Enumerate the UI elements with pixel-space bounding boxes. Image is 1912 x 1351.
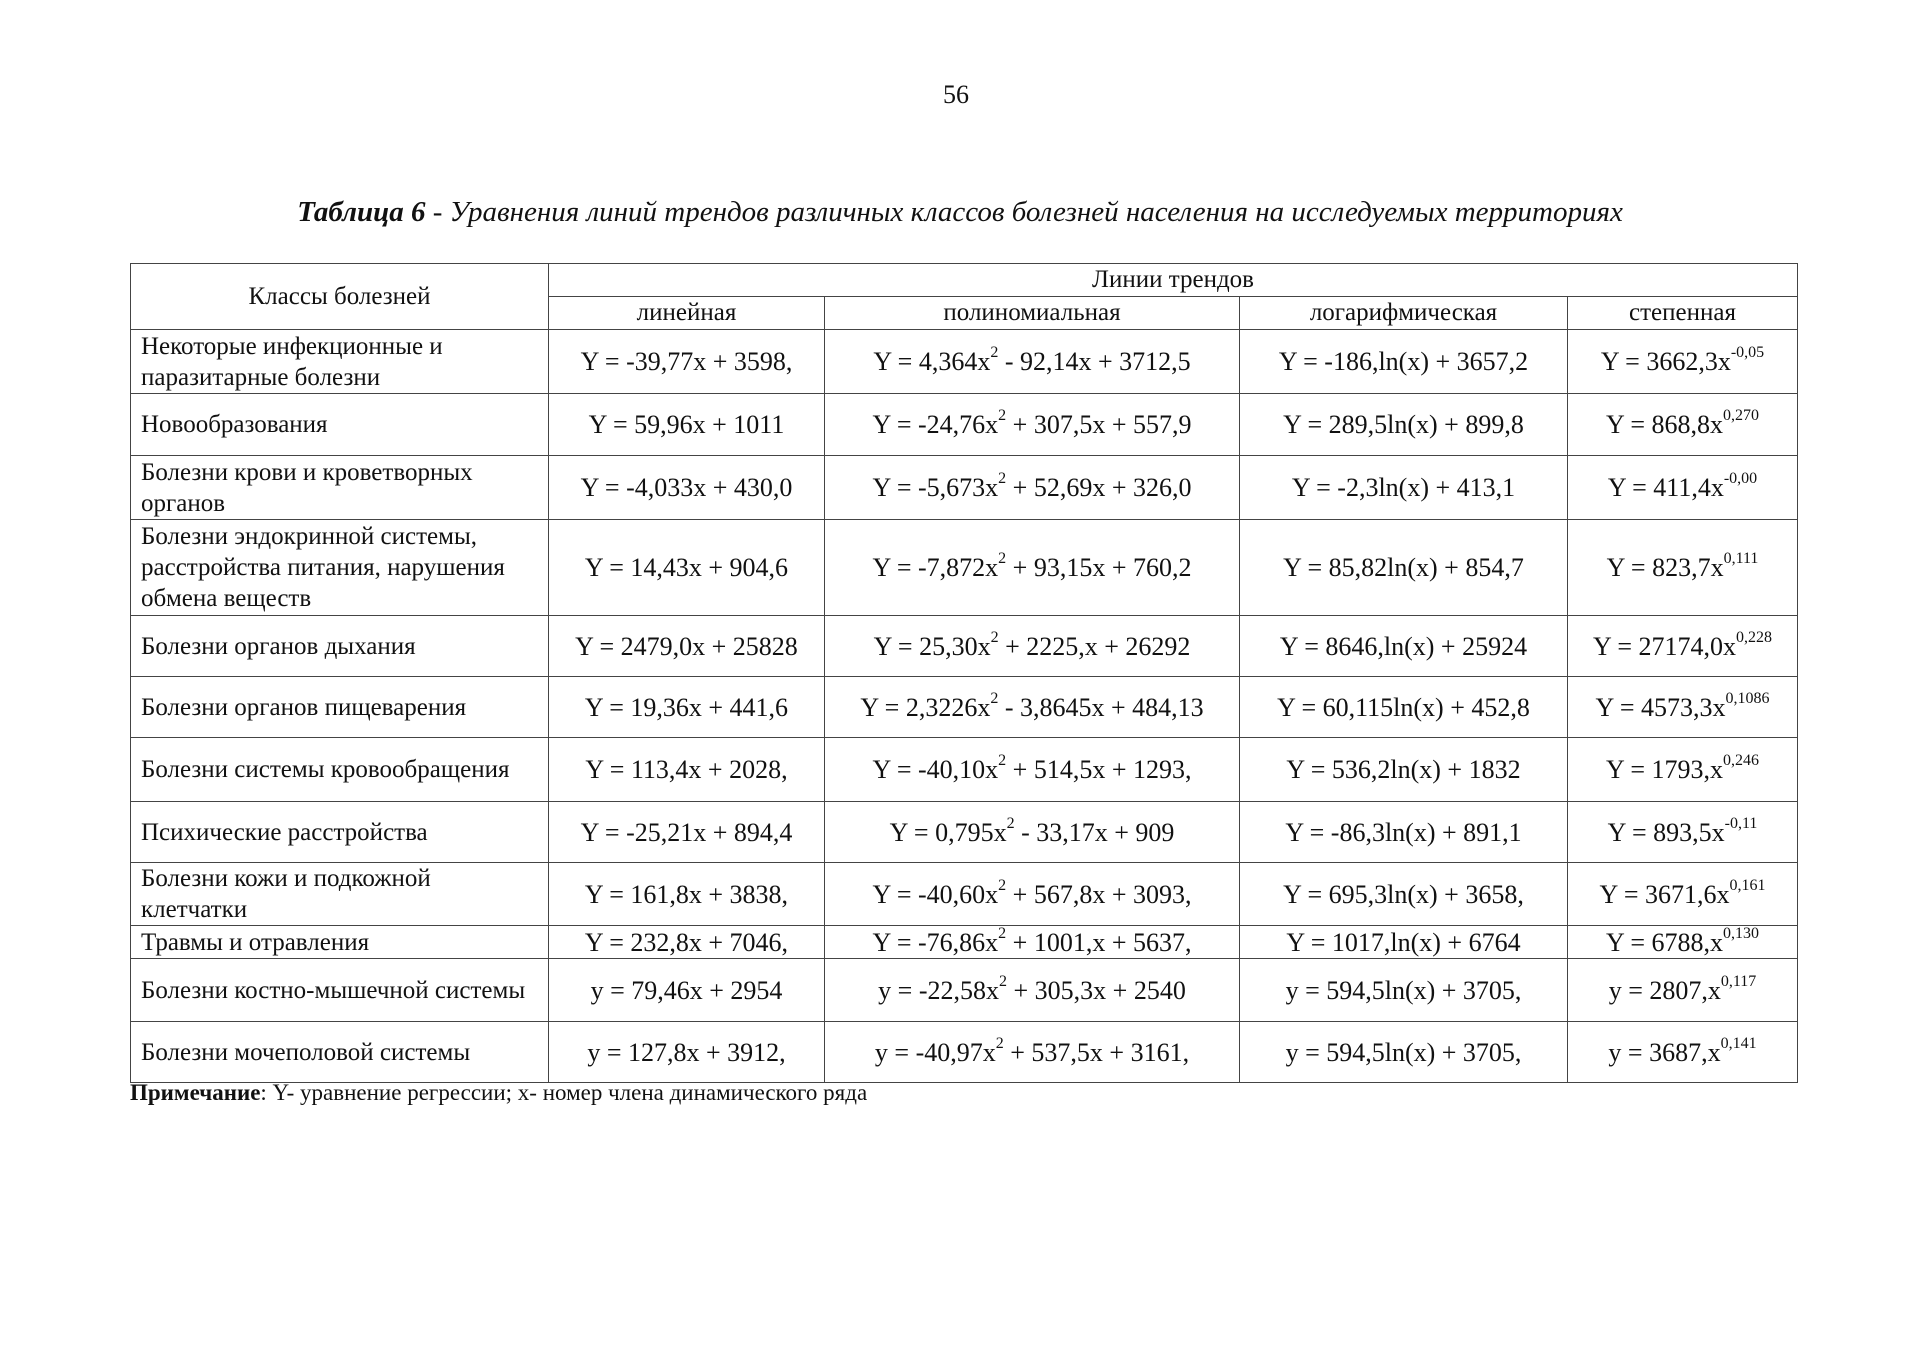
- polynomial-equation-cell: [825, 394, 1240, 456]
- power-equation-cell: [1568, 802, 1798, 863]
- polynomial-base: Y = -24,76x: [872, 410, 999, 439]
- polynomial-exponent: 2: [998, 752, 1007, 770]
- polynomial-exponent: 2: [998, 925, 1007, 942]
- polynomial-tail: + 52,69x + 326,0: [1006, 473, 1192, 502]
- power-base: Y = 27174,0x: [1593, 631, 1736, 661]
- power-exponent: -0,00: [1723, 470, 1758, 488]
- header-trend-lines: Линии трендов: [549, 264, 1798, 297]
- header-polynomial: полиномиальная: [825, 297, 1240, 330]
- disease-class-cell: Травмы и отравления: [131, 926, 549, 959]
- disease-class-cell: Некоторые инфекционные и паразитарные болезни: [131, 330, 549, 394]
- power-exponent: 0,1086: [1725, 689, 1770, 707]
- polynomial-exponent: 2: [999, 972, 1007, 990]
- polynomial-tail: + 2225,x + 26292: [998, 631, 1191, 661]
- table-row: [131, 616, 1798, 677]
- trend-equations-table: [130, 263, 1798, 1083]
- polynomial-base: Y = -76,86x: [872, 927, 999, 957]
- polynomial-equation-cell: [825, 802, 1240, 863]
- polynomial-base: Y = -40,60x: [872, 879, 999, 909]
- disease-class-cell: Психические расстройства: [131, 802, 549, 863]
- table-row: [131, 330, 1798, 394]
- power-base: Y = 411,4x: [1607, 473, 1724, 502]
- table-row: [131, 677, 1798, 738]
- linear-equation-cell: y = 127,8x + 3912,: [549, 1022, 825, 1083]
- polynomial-base: Y = -5,673x: [872, 473, 999, 502]
- logarithmic-equation-cell: y = 594,5ln(x) + 3705,: [1240, 959, 1568, 1022]
- logarithmic-equation-cell: Y = 1017,ln(x) + 6764: [1240, 926, 1568, 959]
- logarithmic-equation-cell: Y = 536,2ln(x) + 1832: [1240, 738, 1568, 802]
- polynomial-base: Y = 2,3226x: [860, 692, 991, 722]
- header-linear: линейная: [549, 297, 825, 330]
- linear-equation-cell: Y = 232,8x + 7046,: [549, 926, 825, 959]
- table-row: [131, 926, 1798, 959]
- table-row: [131, 959, 1798, 1022]
- polynomial-tail: + 1001,x + 5637,: [1006, 927, 1192, 957]
- polynomial-tail: + 537,5x + 3161,: [1003, 1037, 1190, 1067]
- table-note: [130, 1080, 867, 1106]
- power-base: Y = 3671,6x: [1599, 879, 1730, 909]
- power-equation-cell: [1568, 926, 1798, 959]
- polynomial-equation-cell: [825, 926, 1240, 959]
- logarithmic-equation-cell: Y = 8646,ln(x) + 25924: [1240, 616, 1568, 677]
- header-logarithmic: логарифмическая: [1240, 297, 1568, 330]
- power-exponent: 0,270: [1723, 407, 1759, 425]
- polynomial-base: Y = -40,10x: [872, 755, 999, 784]
- polynomial-exponent: 2: [998, 550, 1007, 568]
- table-body: [131, 330, 1798, 1083]
- header-disease-classes: Классы болезней: [131, 264, 549, 330]
- polynomial-exponent: 2: [998, 876, 1007, 894]
- caption-text: - Уравнения линий трендов различных классов болезней населения на исследуемых территориях: [425, 196, 1623, 228]
- linear-equation-cell: Y = -4,033x + 430,0: [549, 456, 825, 520]
- polynomial-equation-cell: [825, 863, 1240, 926]
- polynomial-exponent: 2: [995, 1034, 1004, 1052]
- polynomial-equation-cell: [825, 456, 1240, 520]
- linear-equation-cell: Y = 59,96x + 1011: [549, 394, 825, 456]
- power-equation-cell: [1568, 677, 1798, 738]
- table-row: [131, 520, 1798, 616]
- disease-class-cell: Болезни кожи и подкожной клетчатки: [131, 863, 549, 926]
- power-equation-cell: [1568, 520, 1798, 616]
- linear-equation-cell: Y = 161,8x + 3838,: [549, 863, 825, 926]
- polynomial-tail: - 3,8645x + 484,13: [998, 692, 1204, 722]
- power-base: y = 3687,x: [1608, 1037, 1721, 1067]
- polynomial-base: Y = 25,30x: [873, 631, 991, 661]
- logarithmic-equation-cell: Y = 289,5ln(x) + 899,8: [1240, 394, 1568, 456]
- linear-equation-cell: Y = 19,36x + 441,6: [549, 677, 825, 738]
- power-exponent: 0,111: [1723, 550, 1759, 568]
- polynomial-exponent: 2: [998, 470, 1007, 488]
- power-exponent: 0,161: [1729, 876, 1766, 894]
- linear-equation-cell: Y = 2479,0x + 25828: [549, 616, 825, 677]
- logarithmic-equation-cell: Y = 695,3ln(x) + 3658,: [1240, 863, 1568, 926]
- power-base: Y = 1793,x: [1606, 755, 1723, 784]
- linear-equation-cell: Y = 113,4x + 2028,: [549, 738, 825, 802]
- polynomial-equation-cell: [825, 1022, 1240, 1083]
- note-text: : Y- уравнение регрессии; x- номер члена динамического ряда: [260, 1080, 868, 1105]
- power-equation-cell: [1568, 330, 1798, 394]
- table-row: [131, 456, 1798, 520]
- power-exponent: 0,228: [1736, 628, 1772, 646]
- disease-class-cell: Болезни органов дыхания: [131, 616, 549, 677]
- polynomial-tail: - 33,17x + 909: [1014, 817, 1175, 847]
- power-base: Y = 893,5x: [1607, 817, 1725, 847]
- linear-equation-cell: y = 79,46x + 2954: [549, 959, 825, 1022]
- power-exponent: -0,05: [1730, 344, 1765, 362]
- linear-equation-cell: Y = 14,43x + 904,6: [549, 520, 825, 616]
- disease-class-cell: Болезни системы кровообращения: [131, 738, 549, 802]
- power-exponent: 0,117: [1720, 972, 1757, 990]
- disease-class-cell: Новообразования: [131, 394, 549, 456]
- power-base: Y = 868,8x: [1606, 410, 1723, 439]
- polynomial-tail: + 307,5x + 557,9: [1006, 410, 1192, 439]
- logarithmic-equation-cell: Y = -2,3ln(x) + 413,1: [1240, 456, 1568, 520]
- power-exponent: -0,11: [1724, 814, 1758, 832]
- polynomial-base: Y = -7,872x: [872, 553, 999, 582]
- power-exponent: 0,141: [1720, 1034, 1757, 1052]
- polynomial-exponent: 2: [990, 628, 999, 646]
- polynomial-equation-cell: [825, 616, 1240, 677]
- header-power: степенная: [1568, 297, 1798, 330]
- table-row: [131, 863, 1798, 926]
- power-base: y = 2807,x: [1608, 975, 1721, 1005]
- power-equation-cell: [1568, 456, 1798, 520]
- logarithmic-equation-cell: Y = -186,ln(x) + 3657,2: [1240, 330, 1568, 394]
- power-equation-cell: [1568, 1022, 1798, 1083]
- linear-equation-cell: Y = -39,77x + 3598,: [549, 330, 825, 394]
- power-exponent: 0,130: [1723, 925, 1759, 942]
- polynomial-equation-cell: [825, 959, 1240, 1022]
- polynomial-equation-cell: [825, 330, 1240, 394]
- table-row: [131, 1022, 1798, 1083]
- logarithmic-equation-cell: Y = 85,82ln(x) + 854,7: [1240, 520, 1568, 616]
- polynomial-base: y = -22,58x: [878, 975, 999, 1005]
- table-row: [131, 394, 1798, 456]
- polynomial-base: y = -40,97x: [874, 1037, 996, 1067]
- note-label: Примечание: [130, 1080, 261, 1105]
- power-equation-cell: [1568, 863, 1798, 926]
- polynomial-exponent: 2: [990, 344, 999, 362]
- power-equation-cell: [1568, 394, 1798, 456]
- polynomial-tail: + 305,3x + 2540: [1007, 975, 1186, 1005]
- polynomial-equation-cell: [825, 520, 1240, 616]
- caption-label: Таблица 6: [297, 196, 426, 228]
- power-base: Y = 3662,3x: [1600, 347, 1731, 376]
- polynomial-tail: + 93,15x + 760,2: [1006, 553, 1192, 582]
- polynomial-exponent: 2: [1006, 814, 1015, 832]
- disease-class-cell: Болезни крови и кроветворных органов: [131, 456, 549, 520]
- disease-class-cell: Болезни костно-мышечной системы: [131, 959, 549, 1022]
- polynomial-base: Y = 4,364x: [873, 347, 991, 376]
- polynomial-exponent: 2: [990, 689, 999, 707]
- polynomial-tail: + 567,8x + 3093,: [1006, 879, 1192, 909]
- polynomial-equation-cell: [825, 677, 1240, 738]
- power-equation-cell: [1568, 616, 1798, 677]
- polynomial-base: Y = 0,795x: [889, 817, 1007, 847]
- polynomial-tail: + 514,5x + 1293,: [1006, 755, 1192, 784]
- power-exponent: 0,246: [1723, 752, 1759, 770]
- power-base: Y = 6788,x: [1606, 927, 1723, 957]
- power-equation-cell: [1568, 959, 1798, 1022]
- logarithmic-equation-cell: Y = -86,3ln(x) + 891,1: [1240, 802, 1568, 863]
- linear-equation-cell: Y = -25,21x + 894,4: [549, 802, 825, 863]
- power-base: Y = 823,7x: [1606, 553, 1724, 582]
- disease-class-cell: Болезни мочеполовой системы: [131, 1022, 549, 1083]
- power-base: Y = 4573,3x: [1595, 692, 1726, 722]
- power-equation-cell: [1568, 738, 1798, 802]
- table-row: [131, 802, 1798, 863]
- disease-class-cell: Болезни эндокринной системы, расстройства питания, нарушения обмена веществ: [131, 520, 549, 616]
- table-caption: [130, 196, 1790, 229]
- logarithmic-equation-cell: y = 594,5ln(x) + 3705,: [1240, 1022, 1568, 1083]
- table-row: [131, 738, 1798, 802]
- polynomial-equation-cell: [825, 738, 1240, 802]
- polynomial-exponent: 2: [998, 407, 1007, 425]
- logarithmic-equation-cell: Y = 60,115ln(x) + 452,8: [1240, 677, 1568, 738]
- page-number: 56: [943, 80, 969, 109]
- disease-class-cell: Болезни органов пищеварения: [131, 677, 549, 738]
- polynomial-tail: - 92,14x + 3712,5: [998, 347, 1191, 376]
